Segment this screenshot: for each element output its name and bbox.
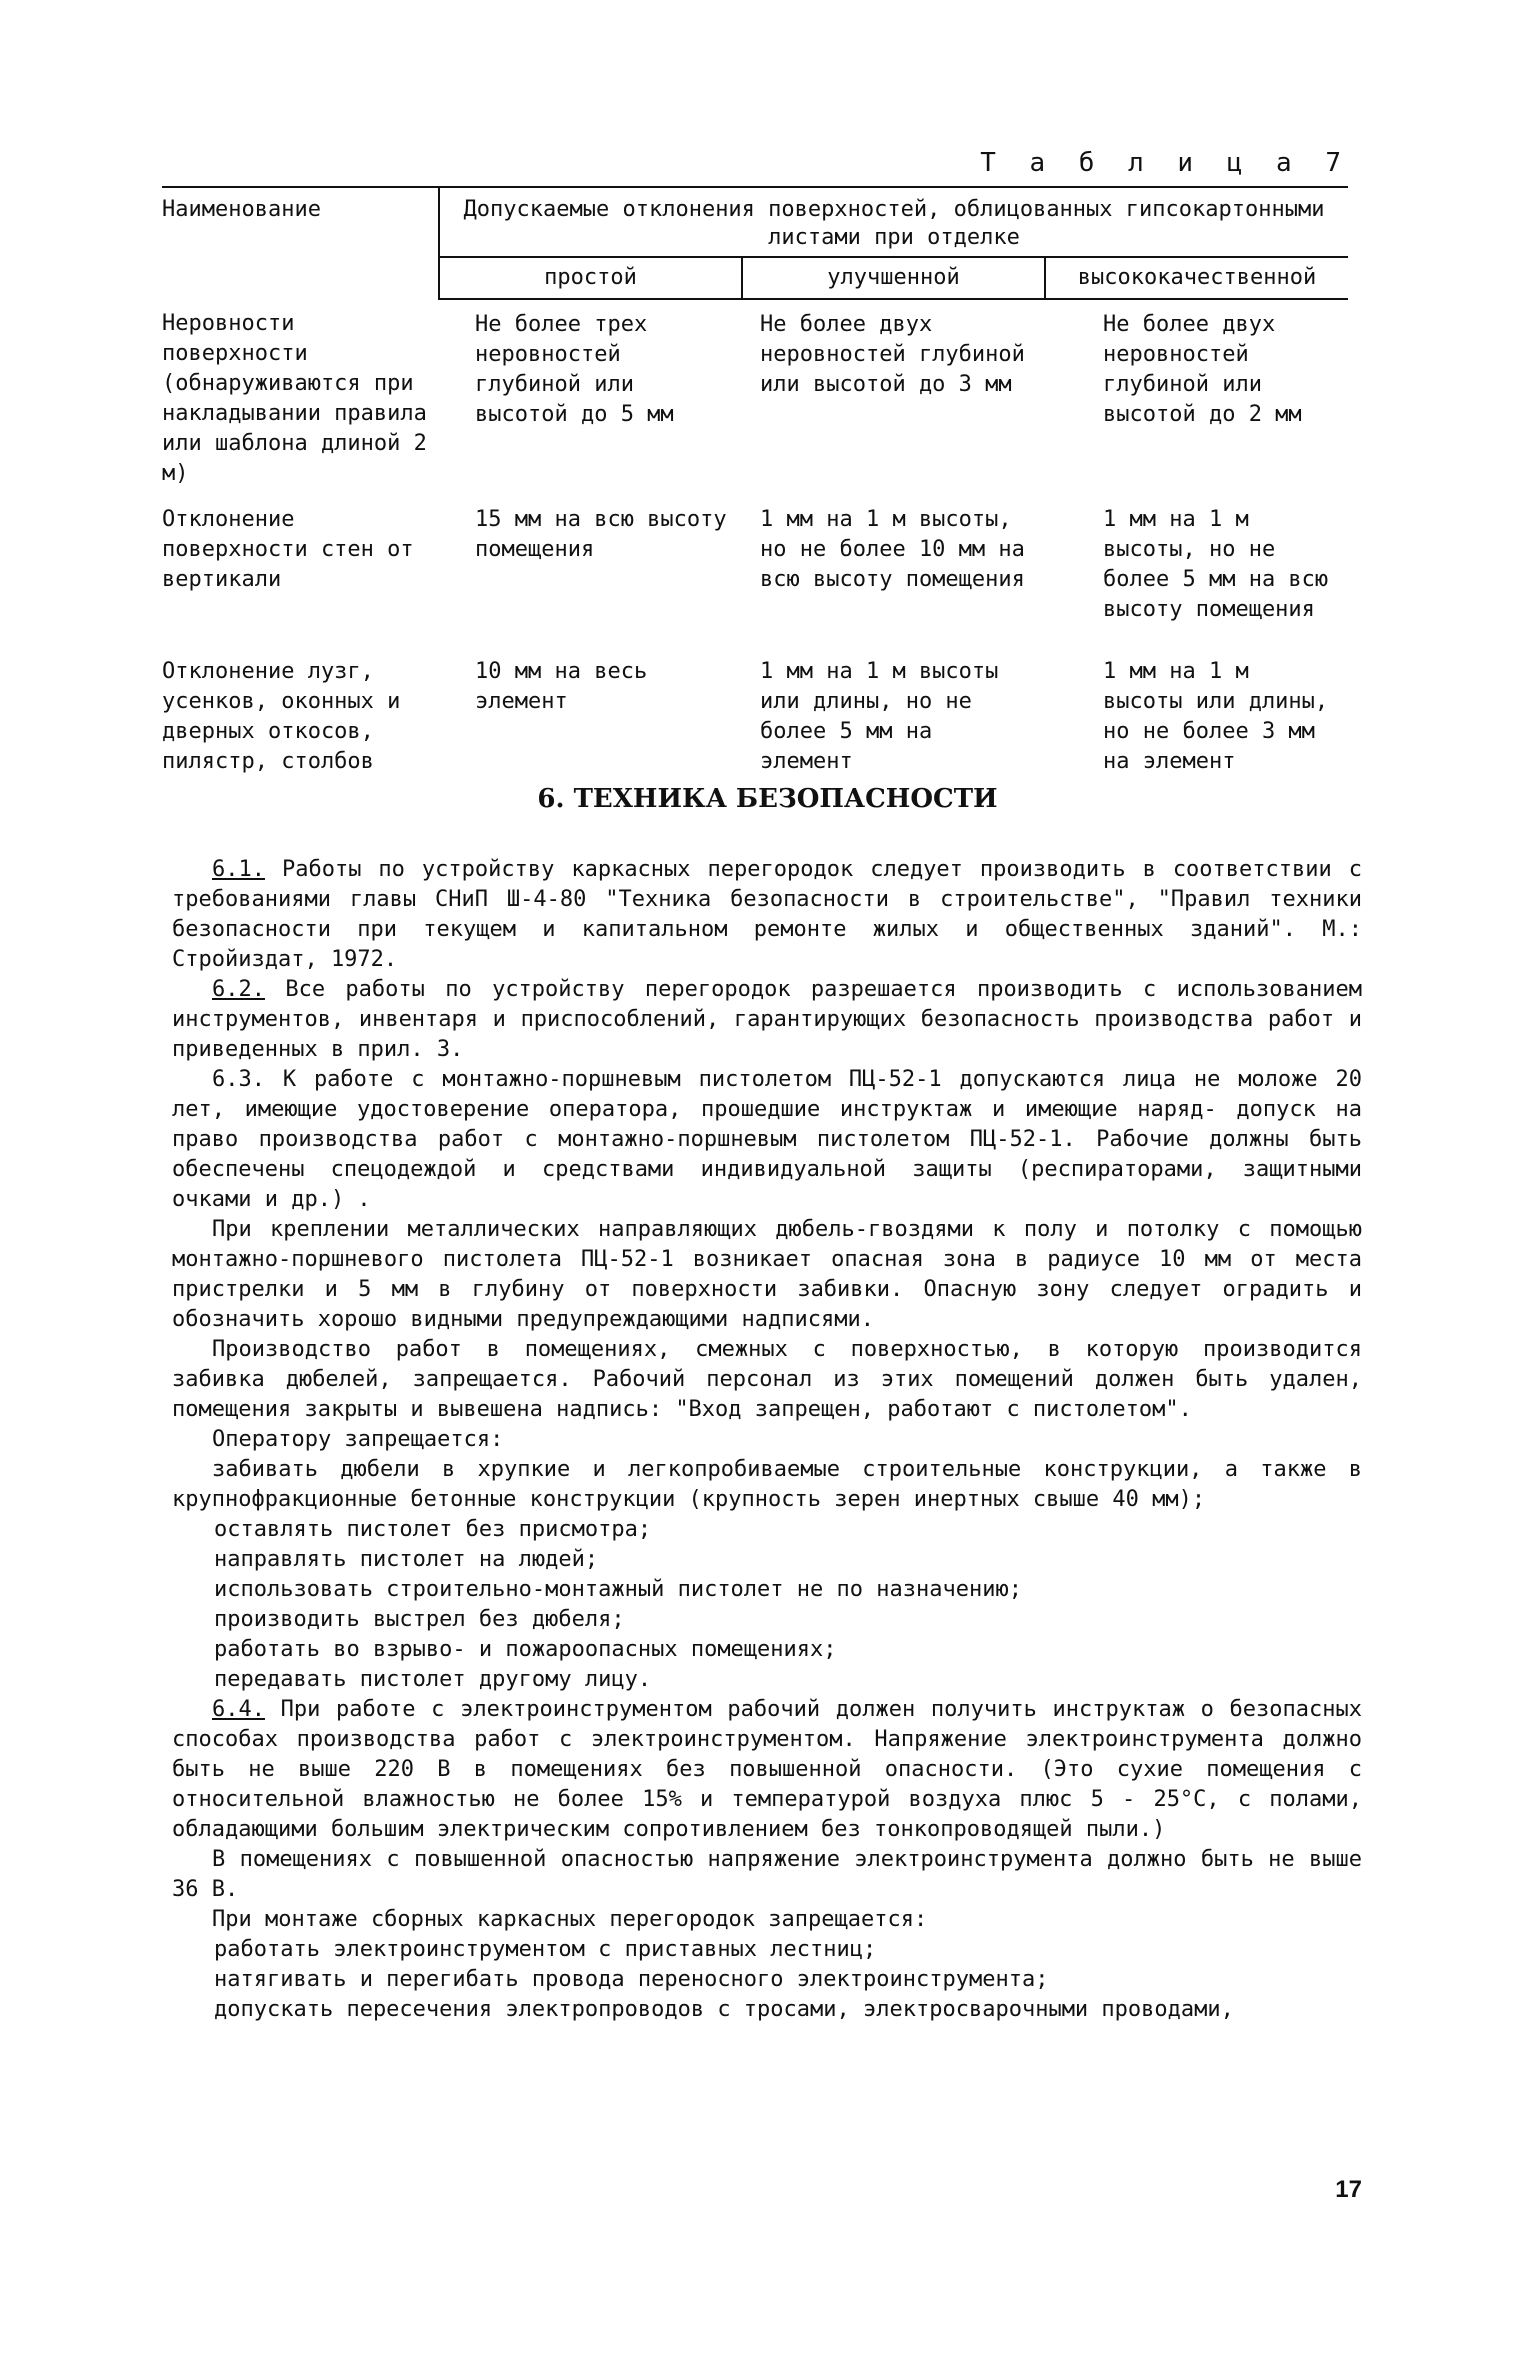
row-high-quality: Не более двух неровностей глубиной или высотой до 2 мм	[1103, 312, 1302, 427]
table-header-name: Наименование	[162, 187, 439, 299]
paragraph-6-2: 6.2. Все работы по устройству перегородок разрешается производить с использованием инструментов, инвентаря и приспособлений, гарантирующих безопасность производства работ и приведенных в прил. 3.	[172, 977, 1363, 1062]
paragraph-6-4: 6.4. При работе с электроинструментом рабочий должен получить инструктаж о безопасных способах производства работ с электроинструментом. Напряжение электроинструмента должно быть не выше 220 В в помещениях без повышенной опасности. (Это сухие помещения с относительной влажностью не более 15% и температурой воздуха плюс 5 - 25°С, с полами, обладающими большим электрическим сопротивлением без тонкопроводящей пыли.)	[172, 1697, 1363, 1842]
section-title: 6. ТЕХНИКА БЕЗОПАСНОСТИ	[537, 784, 998, 814]
paragraph-number: 6.2.	[212, 977, 265, 1002]
paragraph-high-risk: В помещениях с повышенной опасностью напряжение электроинструмента должно быть не выше 36 В.	[172, 1847, 1362, 1902]
row-improved: 1 мм на 1 м высоты, но не более 10 мм на всю высоту помещения	[760, 507, 1025, 592]
row-simple: Не более трех неровностей глубиной или высотой до 5 мм	[475, 312, 674, 427]
body-text	[172, 855, 1362, 2025]
list-item: производить выстрел без дюбеля;	[214, 1607, 625, 1632]
paragraph-number: 6.3.	[212, 1067, 265, 1092]
list-item: забивать дюбели в хрупкие и легкопробиваемые строительные конструкции, а также в крупнофракционные бетонные конструкции (крупность зерен инертных свыше 40 мм);	[172, 1457, 1362, 1512]
table-subheader-improved: улучшенной	[742, 257, 1045, 299]
list-item: натягивать и перегибать провода переносного электроинструмента;	[214, 1967, 1049, 1992]
row-high-quality: 1 мм на 1 м высоты или длины, но не более 3 мм на элемент	[1103, 659, 1329, 774]
paragraph-assembly-forbidden: При монтаже сборных каркасных перегородок запрещается:	[212, 1907, 928, 1932]
row-simple: 10 мм на весь элемент	[475, 659, 648, 714]
paragraph-production: Производство работ в помещениях, смежных с поверхностью, в которую производится забивка дюбелей, запрещается. Рабочий персонал из этих помещений должен быть удален, помещения закрыты и вывешена надпись: "Вход запрещен, работают с пистолетом".	[172, 1337, 1362, 1422]
row-name: Отклонение поверхности стен от вертикали	[162, 507, 414, 592]
row-name: Отклонение лузг, усенков, оконных и дверных откосов, пилястр, столбов	[162, 659, 401, 774]
paragraph-6-3: 6.3. К работе с монтажно-поршневым пистолетом ПЦ-52-1 допускаются лица не моложе 20 лет, имеющие удостоверение оператора, прошедшие инструктаж и имеющие наряд- допуск на право производства работ с монтажно-поршневым пистолетом ПЦ-52-1. Рабочие должны быть обеспечены спецодеждой и средствами индивидуальной защиты (респираторами, защитными очками и др.) .	[172, 1067, 1362, 1212]
table-caption: Т а б л и ц а 7	[980, 148, 1350, 178]
list-item: оставлять пистолет без присмотра;	[214, 1517, 652, 1542]
table-row	[162, 631, 1348, 783]
table-subheader-simple: простой	[439, 257, 742, 299]
row-improved: Не более двух неровностей глубиной или высотой до 3 мм	[760, 312, 1025, 397]
row-improved: 1 мм на 1 м высоты или длины, но не более 5 мм на элемент	[760, 659, 999, 774]
list-item: передавать пистолет другому лицу.	[214, 1667, 652, 1692]
list-item: работать электроинструментом с приставных лестниц;	[214, 1937, 877, 1962]
list-item: использовать строительно-монтажный пистолет не по назначению;	[214, 1577, 1022, 1602]
paragraph-number: 6.4.	[212, 1697, 265, 1722]
table-header-tolerances: Допускаемые отклонения поверхностей, облицованных гипсокартонными листами при отделке	[439, 187, 1348, 257]
list-item: допускать пересечения электропроводов с тросами, электросварочными проводами,	[214, 1997, 1234, 2022]
row-simple: 15 мм на всю высоту помещения	[475, 507, 727, 562]
row-name: Неровности поверхности (обнаруживаются при накладывании правила или шаблона длиной 2 м)	[162, 311, 427, 486]
paragraph-operator-forbidden: Оператору запрещается:	[212, 1427, 504, 1452]
table-row	[162, 299, 1348, 495]
table-row	[162, 495, 1348, 631]
paragraph-fixing: При креплении металлических направляющих дюбель-гвоздями к полу и потолку с помощью монтажно-поршневого пистолета ПЦ-52-1 возникает опасная зона в радиусе 10 мм от места пристрелки и 5 мм в глубину от поверхности забивки. Опасную зону следует оградить и обозначить хорошо видными предупреждающими надписями.	[172, 1217, 1362, 1332]
paragraph-number: 6.1.	[212, 857, 265, 882]
paragraph-6-1: 6.1. Работы по устройству каркасных перегородок следует производить в соответствии с требованиями главы СНиП Ш-4-80 "Техника безопасности в строительстве", "Правил техники безопасности при текущем и капитальном ремонте жилых и общественных зданий". М.: Стройиздат, 1972.	[172, 857, 1362, 972]
tolerance-table	[162, 186, 1348, 783]
page-number: 17	[1335, 2176, 1362, 2203]
row-high-quality: 1 мм на 1 м высоты, но не более 5 мм на всю высоту помещения	[1103, 507, 1329, 622]
table-subheader-high-quality: высококачественной	[1045, 257, 1348, 299]
list-item: работать во взрыво- и пожароопасных помещениях;	[214, 1637, 837, 1662]
list-item: направлять пистолет на людей;	[214, 1547, 599, 1572]
